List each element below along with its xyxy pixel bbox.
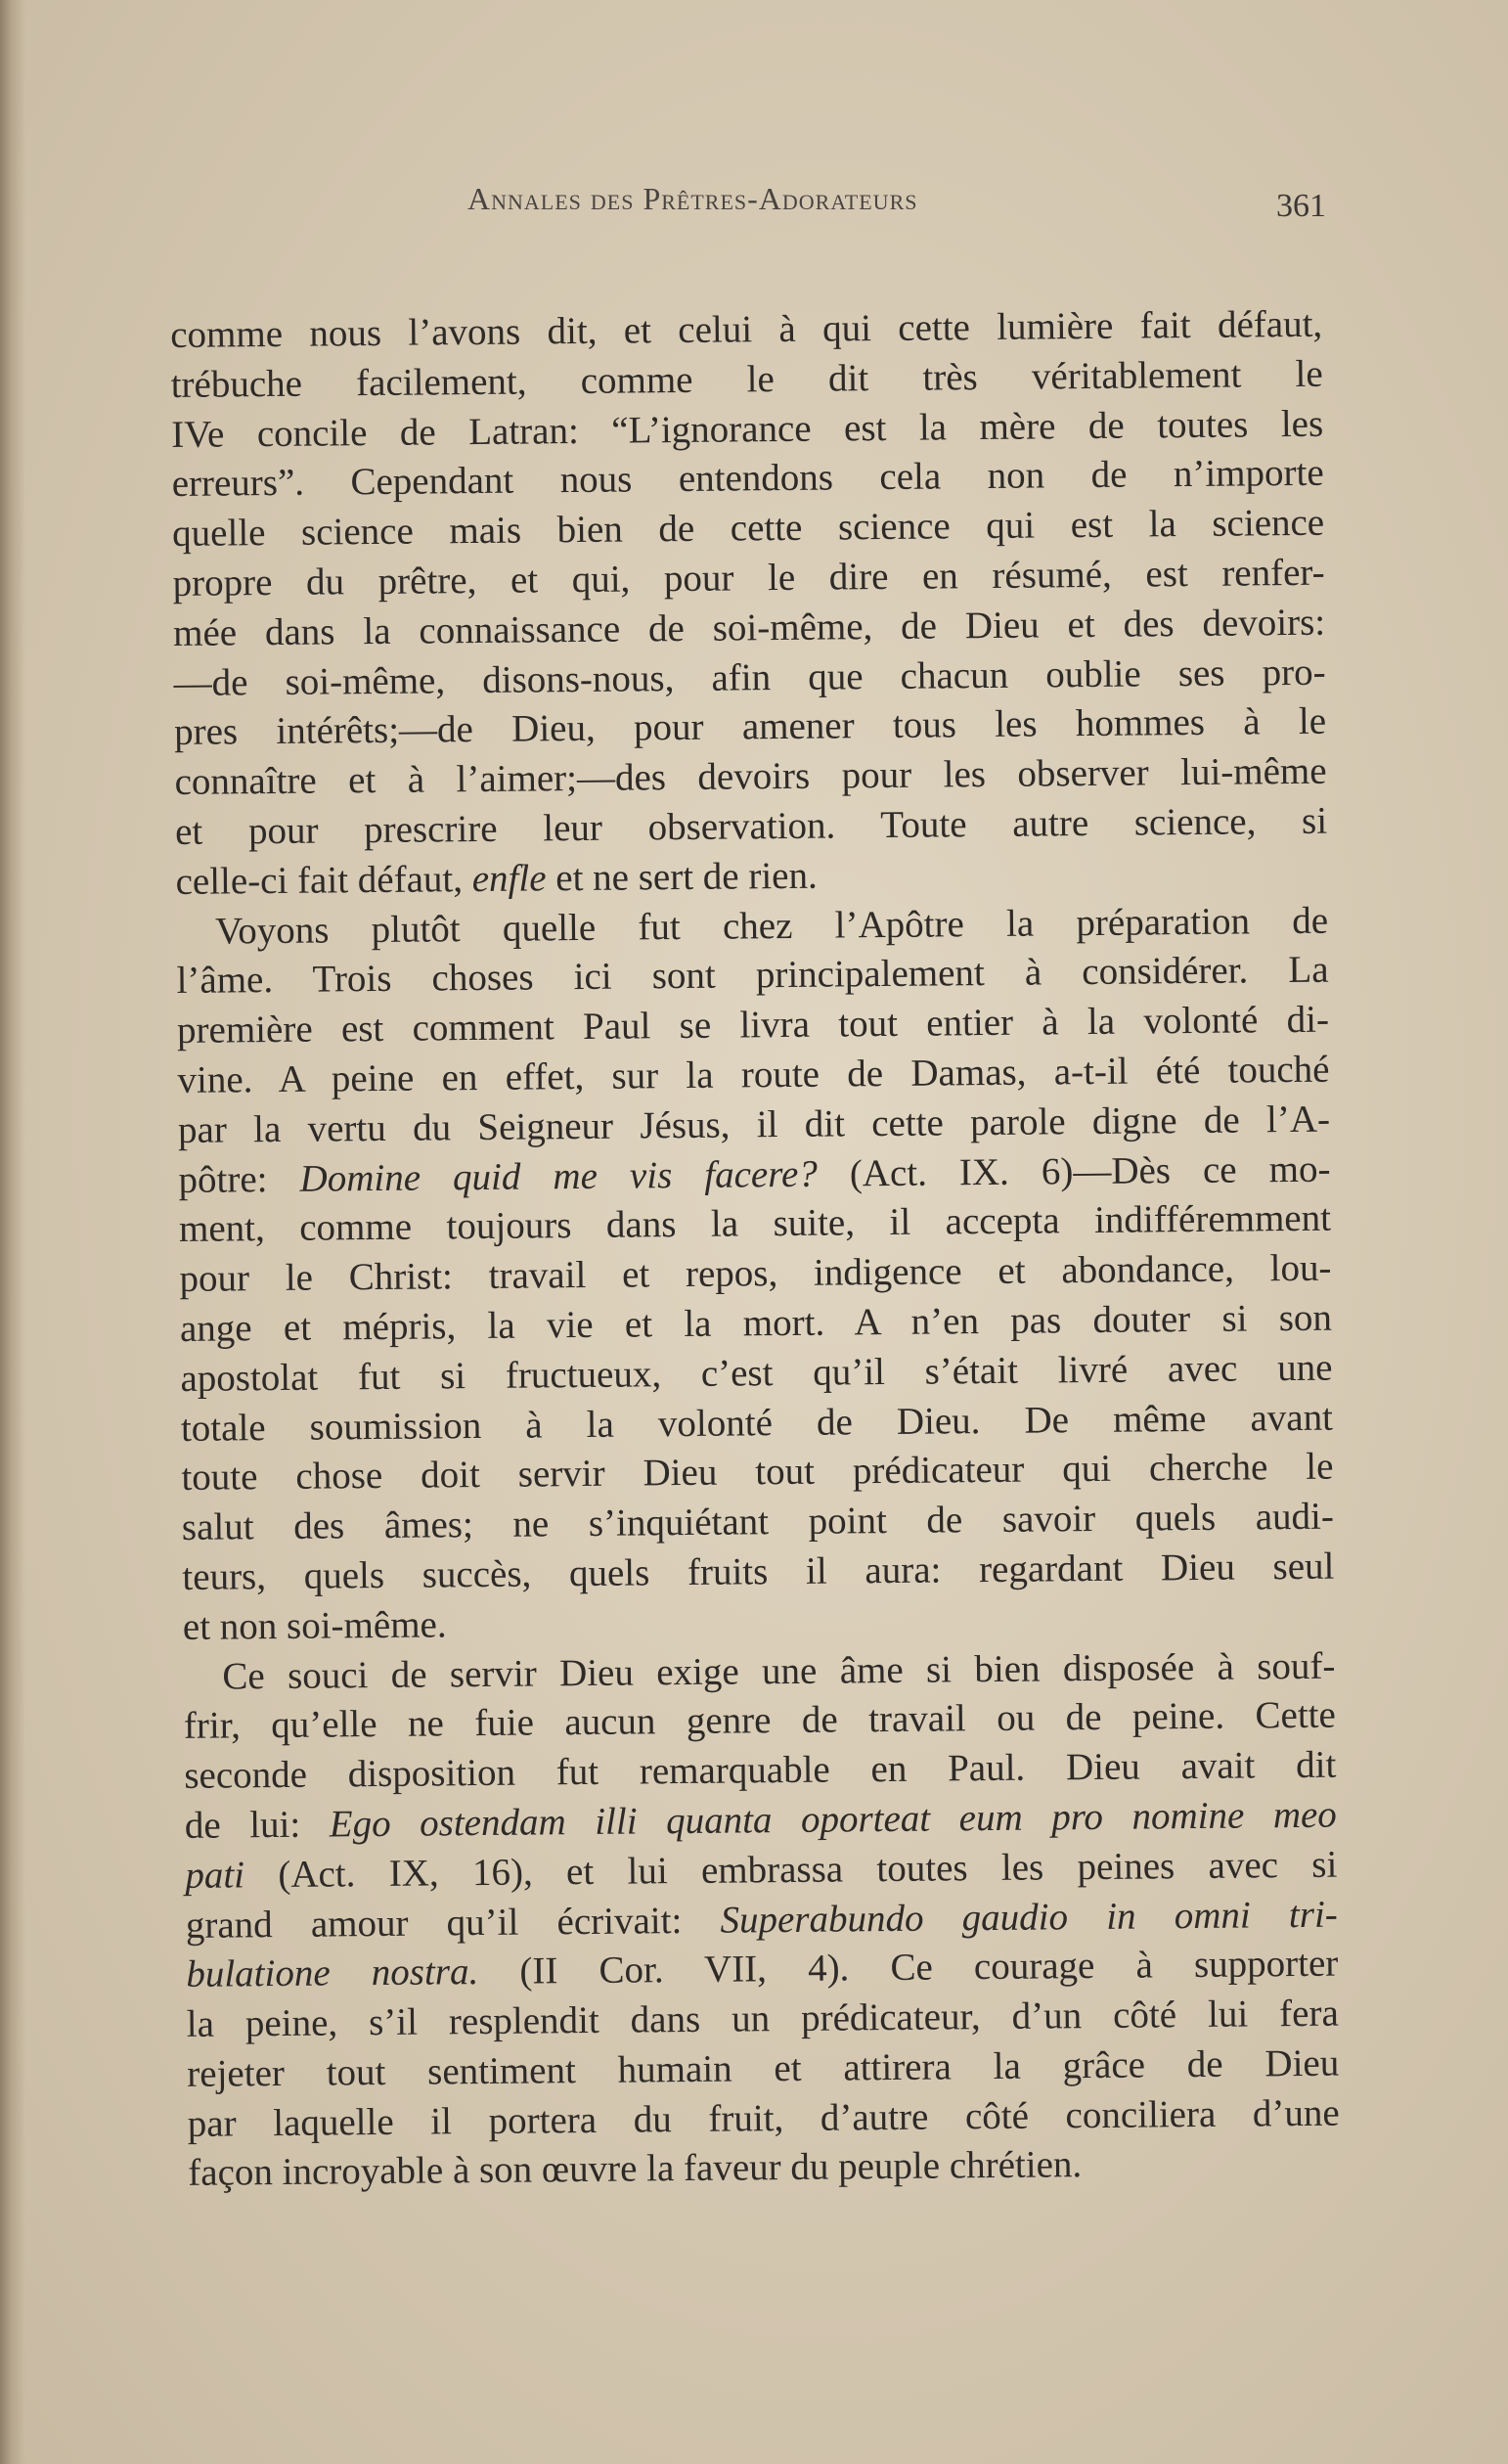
text-line: erreurs”. Cependant nous entendons cela non de n’importe <box>171 452 1324 506</box>
page-number: 361 <box>1276 188 1326 224</box>
text-span: de lui: <box>184 1803 331 1847</box>
running-title: Annales des Prêtres-Adorateurs <box>467 181 918 216</box>
text-line: comme nous l’avons dit, et celui à qui cette lumière fait défaut, <box>170 302 1323 356</box>
text-line: seconde disposition fut remarquable en Paul. Dieu avait dit <box>184 1743 1337 1798</box>
text-line: vine. A peine en effet, sur la route de Damas, a-t-il été touché <box>177 1048 1330 1101</box>
latin-quotation: Ego ostendam illi quanta oporteat eum pro nomine meo <box>329 1793 1338 1846</box>
text-line: toute chose doit servir Dieu tout prédicateur qui cherche le <box>181 1445 1334 1500</box>
text-line: totale soumission à la volonté de Dieu. De même avant <box>180 1396 1334 1450</box>
text-line: par laquelle il portera du fruit, d’autre côté conciliera d’une <box>187 2091 1340 2145</box>
body-text <box>170 300 1340 2200</box>
text-line: apostolat fut si fructueux, c’est qu’il s’était livré avec une <box>180 1346 1333 1400</box>
latin-quotation: enfle <box>471 857 547 900</box>
text-line: rejeter tout sentiment humain et attirera la grâce de Dieu <box>187 2041 1340 2095</box>
text-line: mée dans la connaissance de soi-même, de Dieu et des devoirs: <box>172 601 1326 654</box>
text-line: Ce souci de servir Dieu exige une âme si bien disposée à souf- <box>222 1644 1336 1698</box>
text-line: l’âme. Trois choses ici sont principalement à considérer. La <box>176 949 1329 1003</box>
text-line: teurs, quels succès, quels fruits il aura: regardant Dieu seul <box>182 1545 1335 1598</box>
text-span: et ne sert de rien. <box>546 854 818 900</box>
text-span: (Act. IX, 16), et lui embrassa toutes les peines avec si <box>244 1843 1338 1897</box>
text-line: quelle science mais bien de cette science qui est la science <box>171 501 1325 556</box>
latin-quotation: pati <box>185 1854 245 1897</box>
text-line: première est comment Paul se livra tout entier à la volonté di- <box>176 998 1330 1053</box>
text-span: grand amour qu’il écrivait: <box>185 1899 721 1947</box>
text-line: connaître et à l’aimer;—des devoirs pour les observer lui-même <box>174 749 1327 804</box>
text-line: frir, qu’elle ne fuie aucun genre de travail ou de peine. Cette <box>183 1693 1337 1748</box>
text-line: pour le Christ: travail et repos, indigence et abondance, lou- <box>179 1246 1332 1301</box>
text-line: et non soi-même. <box>182 1603 447 1648</box>
text-line: trébuche facilement, comme le dit très véritablement le <box>170 352 1323 406</box>
text-line: Voyons plutôt quelle fut chez l’Apôtre la préparation de <box>214 899 1329 953</box>
latin-quotation: Domine quid me vis facere? <box>299 1152 818 1200</box>
text-span: (II Cor. VII, 4). Ce courage à supporter <box>478 1942 1339 1994</box>
text-line: la peine, s’il resplendit dans un prédicateur, d’un côté lui fera <box>186 1992 1339 2046</box>
text-line: et pour prescrire leur observation. Toute autre science, si <box>174 799 1328 853</box>
text-span: pôtre: <box>178 1157 300 1201</box>
text-line: salut des âmes; ne s’inquiétant point de savoir quels audi- <box>181 1495 1335 1549</box>
text-line: par la vertu du Seigneur Jésus, il dit cette parole digne de l’A- <box>177 1098 1331 1151</box>
text-line: IVe concile de Latran: “L’ignorance est la mère de toutes les <box>171 402 1324 456</box>
text-line: façon incroyable à son œuvre la faveur du peuple chrétien. <box>188 2143 1083 2195</box>
binding-edge <box>0 0 25 2464</box>
text-line: ange et mépris, la vie et la mort. A n’en pas douter si son <box>179 1296 1333 1350</box>
latin-quotation: bulatione nostra. <box>186 1950 479 1996</box>
text-span: (Act. IX. 6)—Dès ce mo- <box>817 1147 1331 1195</box>
text-line: ment, comme toujours dans la suite, il accepta indifféremment <box>178 1196 1332 1251</box>
text-span: celle-ci fait défaut, <box>175 857 472 903</box>
text-line: —de soi-même, disons-nous, afin que chacun oublie ses pro- <box>173 650 1326 704</box>
text-line: pres intérêts;—de Dieu, pour amener tous les hommes à le <box>173 700 1327 754</box>
text-line: propre du prêtre, et qui, pour le dire en résumé, est renfer- <box>172 551 1325 605</box>
latin-quotation: Superabundo gaudio in omni tri- <box>720 1893 1338 1942</box>
